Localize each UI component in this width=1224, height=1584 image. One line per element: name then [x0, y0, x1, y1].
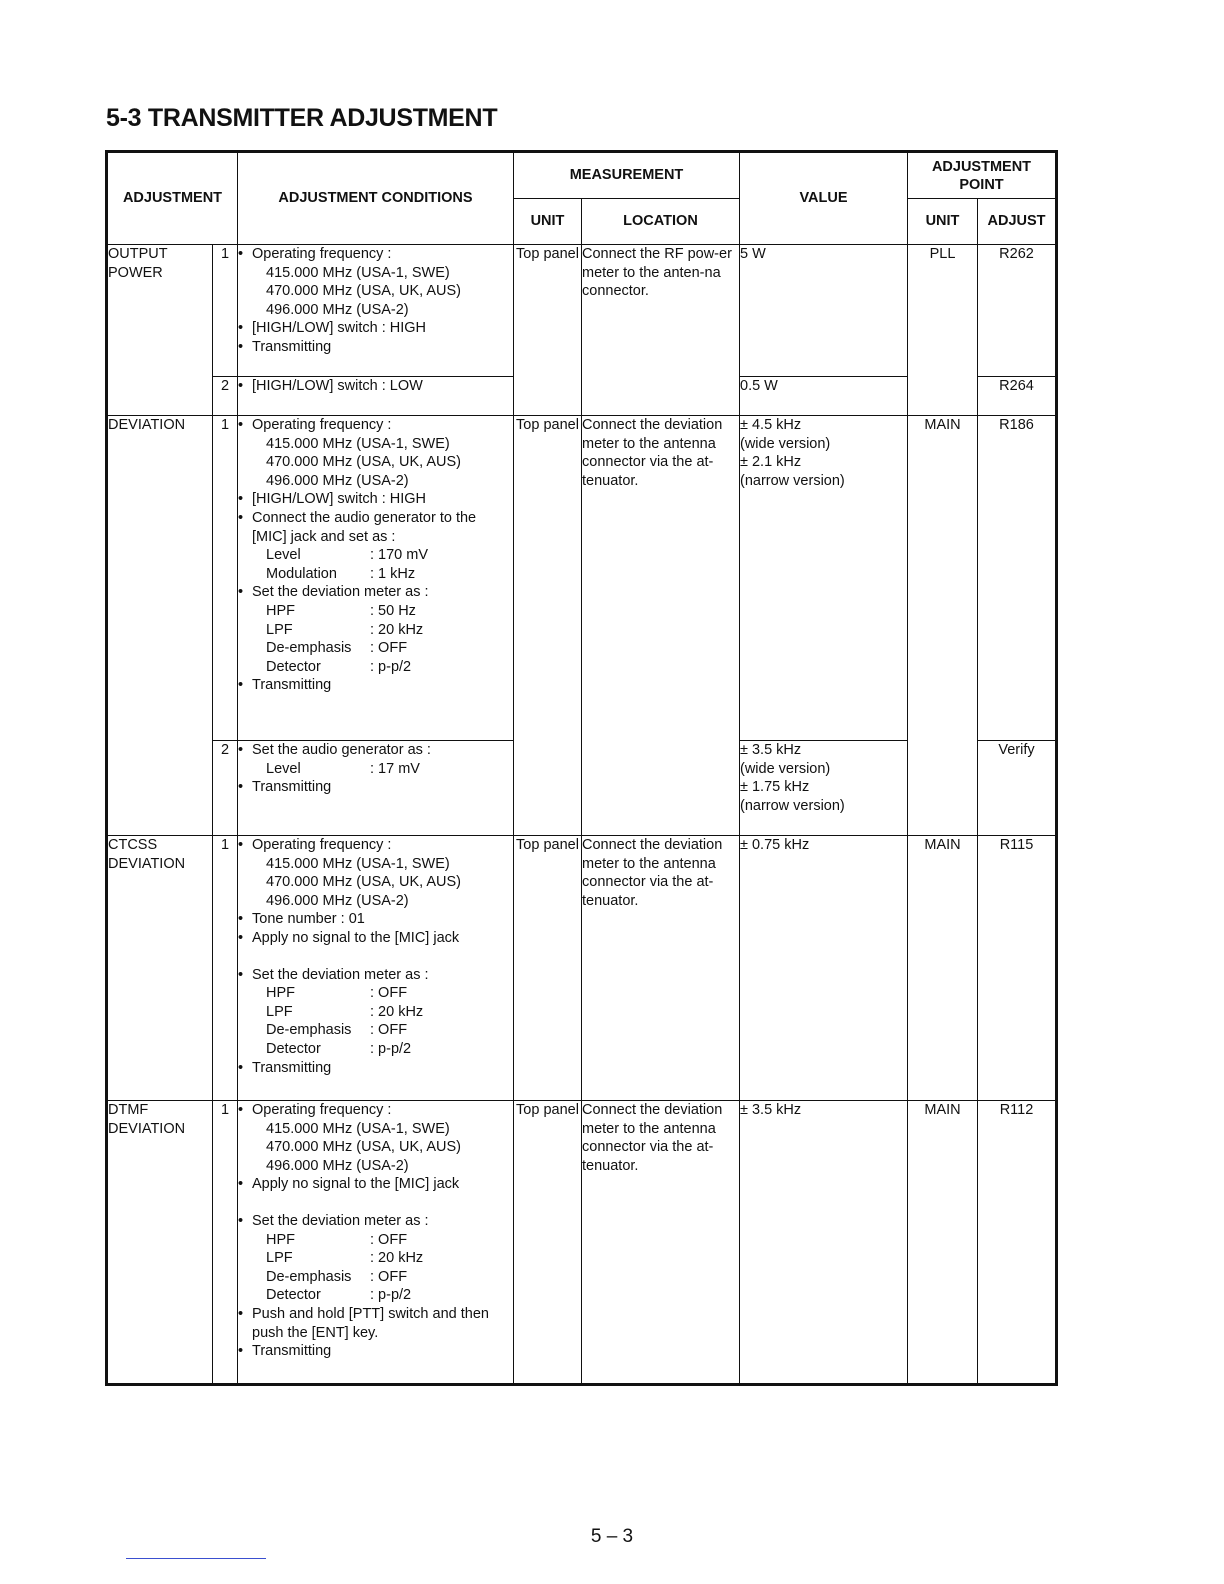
- condition-text: Operating frequency :: [252, 417, 392, 433]
- frequency-line: 496.000 MHz (USA-2): [266, 1157, 409, 1174]
- setting-value: : OFF: [370, 1231, 408, 1248]
- conditions-cell: • Operating frequency : 415.000 MHz (USA-1, SWE) 470.000 MHz (USA, UK, AUS) 496.000 MHz (USA-2) • Apply no signal to the [MIC] jack • Set the deviation meter as : HPF : OFF LPF : 20 kHz De-emphasis : OFF Detector : p-p/2 • Push and hold [PTT] switch and then push the [ENT] key. • Transmitting: [238, 1101, 514, 1385]
- adjust-point: R186: [978, 416, 1057, 741]
- adjustment-name: DTMF DEVIATION: [107, 1101, 213, 1385]
- underline-divider: [126, 1558, 266, 1559]
- condition-text: [HIGH/LOW] switch : LOW: [252, 378, 423, 394]
- value-cell: ± 3.5 kHz: [740, 1101, 908, 1385]
- setting-value: : 50 Hz: [370, 602, 416, 619]
- condition-text: Operating frequency :: [252, 837, 392, 853]
- value-line: ± 2.1 kHz: [740, 454, 802, 471]
- setting-value: : OFF: [370, 1268, 408, 1285]
- setting-label: LPF: [266, 1003, 293, 1020]
- measurement-location: Connect the deviation meter to the antenna connector via the at-tenuator.: [582, 416, 740, 836]
- condition-text: Set the deviation meter as :: [252, 584, 429, 601]
- setting-value: : OFF: [370, 1022, 408, 1039]
- header-adjustment-point: ADJUSTMENT POINT: [908, 152, 1057, 199]
- adjustment-name: DEVIATION: [107, 416, 213, 836]
- adjustment-name: CTCSS DEVIATION: [107, 836, 213, 1101]
- frequency-line: 470.000 MHz (USA, UK, AUS): [266, 874, 462, 891]
- step-number: 1: [213, 245, 238, 377]
- value-line: ± 1.75 kHz: [740, 779, 810, 796]
- measurement-location: Connect the deviation meter to the antenna connector via the at-tenuator.: [582, 1101, 740, 1385]
- header-value: VALUE: [740, 152, 908, 245]
- adjust-point: R112: [978, 1101, 1057, 1385]
- setting-value: : 1 kHz: [370, 565, 416, 582]
- value-cell: 5 W: [740, 245, 908, 377]
- setting-value: : 170 mV: [370, 547, 429, 564]
- value-cell: [740, 416, 908, 741]
- setting-value: : 20 kHz: [370, 1250, 424, 1267]
- setting-label: De-emphasis: [266, 640, 352, 657]
- condition-text: Tone number : 01: [252, 911, 365, 928]
- measurement-unit: Top panel: [514, 245, 582, 416]
- step-number: 1: [213, 1101, 238, 1385]
- frequency-line: 496.000 MHz (USA-2): [266, 472, 409, 489]
- frequency-line: 470.000 MHz (USA, UK, AUS): [266, 1139, 462, 1156]
- setting-label: De-emphasis: [266, 1022, 352, 1039]
- value-line: (wide version): [740, 435, 831, 452]
- condition-text: [HIGH/LOW] switch : HIGH: [252, 320, 427, 337]
- table-row: [107, 416, 1057, 741]
- setting-label: HPF: [266, 985, 295, 1002]
- condition-text: Set the deviation meter as :: [252, 1212, 429, 1229]
- value-line: (narrow version): [740, 472, 845, 489]
- setting-label: Detector: [266, 1287, 321, 1304]
- setting-label: LPF: [266, 621, 293, 638]
- page-number: 5 – 3: [590, 1526, 634, 1547]
- condition-text: Transmitting: [252, 338, 332, 355]
- page-title: 5-3 TRANSMITTER ADJUSTMENT: [106, 104, 498, 132]
- transmitter-adjustment-table: [105, 150, 1058, 1386]
- condition-text: Transmitting: [252, 779, 332, 796]
- condition-text: Transmitting: [252, 1343, 332, 1360]
- adjust-unit: PLL: [908, 245, 978, 416]
- setting-value: : 20 kHz: [370, 621, 424, 638]
- frequency-line: 415.000 MHz (USA-1, SWE): [266, 435, 450, 452]
- value-line: ± 4.5 kHz: [740, 417, 802, 433]
- adjust-point: Verify: [978, 741, 1057, 836]
- setting-value: : p-p/2: [370, 658, 412, 675]
- setting-label: De-emphasis: [266, 1268, 352, 1285]
- step-number: 2: [213, 377, 238, 416]
- value-line: (narrow version): [740, 797, 845, 814]
- condition-text: Set the deviation meter as :: [252, 966, 429, 983]
- frequency-line: 470.000 MHz (USA, UK, AUS): [266, 283, 462, 300]
- setting-label: HPF: [266, 602, 295, 619]
- setting-value: : 20 kHz: [370, 1003, 424, 1020]
- setting-label: HPF: [266, 1231, 295, 1248]
- header-location: LOCATION: [582, 199, 740, 245]
- frequency-line: 415.000 MHz (USA-1, SWE): [266, 264, 450, 281]
- value-cell: 0.5 W: [740, 377, 908, 416]
- condition-text: Apply no signal to the [MIC] jack: [252, 1176, 460, 1193]
- setting-value: : p-p/2: [370, 1040, 412, 1057]
- condition-text: Apply no signal to the [MIC] jack: [252, 929, 460, 946]
- measurement-unit: Top panel: [514, 416, 582, 836]
- header-measurement: MEASUREMENT: [514, 152, 740, 199]
- adjust-point: R262: [978, 245, 1057, 377]
- setting-label: LPF: [266, 1250, 293, 1267]
- setting-label: Modulation: [266, 565, 337, 582]
- step-number: 1: [213, 416, 238, 741]
- adjust-unit: MAIN: [908, 836, 978, 1101]
- frequency-line: 470.000 MHz (USA, UK, AUS): [266, 454, 462, 471]
- table-row: [107, 1101, 1057, 1385]
- frequency-line: 496.000 MHz (USA-2): [266, 892, 409, 909]
- condition-text: Set the audio generator as :: [252, 742, 431, 758]
- condition-text: Transmitting: [252, 1059, 332, 1076]
- conditions-cell: • Operating frequency : 415.000 MHz (USA-1, SWE) 470.000 MHz (USA, UK, AUS) 496.000 MHz (USA-2) • [HIGH/LOW] switch : HIGH • Connect the audio generator to the [MIC] jack and set as : Level : 170 mV Modulation : 1 kHz • Set the deviation meter as : HPF : 50 Hz LPF : 20 kHz De-emphasis : OFF Detector : p-p/2 • Transmitting: [238, 416, 514, 741]
- step-number: 2: [213, 741, 238, 836]
- measurement-location: Connect the RF pow-er meter to the anten-na connector.: [582, 245, 740, 416]
- header-conditions: ADJUSTMENT CONDITIONS: [238, 152, 514, 245]
- value-cell: [740, 741, 908, 836]
- adjust-unit: MAIN: [908, 416, 978, 836]
- adjustment-name: OUTPUT POWER: [107, 245, 213, 416]
- conditions-cell: • [HIGH/LOW] switch : LOW: [238, 377, 514, 416]
- value-line: (wide version): [740, 760, 831, 777]
- setting-value: : 17 mV: [370, 760, 420, 777]
- frequency-line: 496.000 MHz (USA-2): [266, 301, 409, 318]
- measurement-unit: Top panel: [514, 836, 582, 1101]
- measurement-unit: Top panel: [514, 1101, 582, 1385]
- setting-value: : p-p/2: [370, 1287, 412, 1304]
- setting-value: : OFF: [370, 985, 408, 1002]
- adjust-point: R115: [978, 836, 1057, 1101]
- header-measurement-unit: UNIT: [514, 199, 582, 245]
- adjust-point: R264: [978, 377, 1057, 416]
- header-adjust: ADJUST: [978, 199, 1057, 245]
- value-cell: ± 0.75 kHz: [740, 836, 908, 1101]
- table-row: [107, 836, 1057, 1101]
- frequency-line: 415.000 MHz (USA-1, SWE): [266, 855, 450, 872]
- conditions-cell: • Operating frequency : 415.000 MHz (USA-1, SWE) 470.000 MHz (USA, UK, AUS) 496.000 MHz (USA-2) • [HIGH/LOW] switch : HIGH • Transmitting: [238, 245, 514, 377]
- header-adjust-unit: UNIT: [908, 199, 978, 245]
- header-adjustment: ADJUSTMENT: [107, 152, 238, 245]
- table-row: [107, 245, 1057, 377]
- setting-label: Level: [266, 547, 301, 564]
- condition-text: Push and hold [PTT] switch and then push the [ENT] key.: [252, 1305, 489, 1341]
- setting-value: : OFF: [370, 640, 408, 657]
- adjust-unit: MAIN: [908, 1101, 978, 1385]
- step-number: 1: [213, 836, 238, 1101]
- condition-text: Operating frequency :: [252, 1102, 392, 1118]
- condition-text: Operating frequency :: [252, 246, 392, 262]
- condition-text: Transmitting: [252, 677, 332, 694]
- measurement-location: Connect the deviation meter to the antenna connector via the at-tenuator.: [582, 836, 740, 1101]
- setting-label: Level: [266, 760, 301, 777]
- setting-label: Detector: [266, 1040, 321, 1057]
- conditions-cell: • Set the audio generator as : Level : 17 mV • Transmitting: [238, 741, 514, 836]
- condition-text: [HIGH/LOW] switch : HIGH: [252, 491, 427, 508]
- condition-text: Connect the audio generator to the [MIC] jack and set as :: [252, 509, 477, 545]
- setting-label: Detector: [266, 658, 321, 675]
- value-line: ± 3.5 kHz: [740, 742, 802, 758]
- frequency-line: 415.000 MHz (USA-1, SWE): [266, 1120, 450, 1137]
- conditions-cell: • Operating frequency : 415.000 MHz (USA-1, SWE) 470.000 MHz (USA, UK, AUS) 496.000 MHz (USA-2) • Tone number : 01 • Apply no signal to the [MIC] jack • Set the deviation meter as : HPF : OFF LPF : 20 kHz De-emphasis : OFF Detector : p-p/2 • Transmitting: [238, 836, 514, 1101]
